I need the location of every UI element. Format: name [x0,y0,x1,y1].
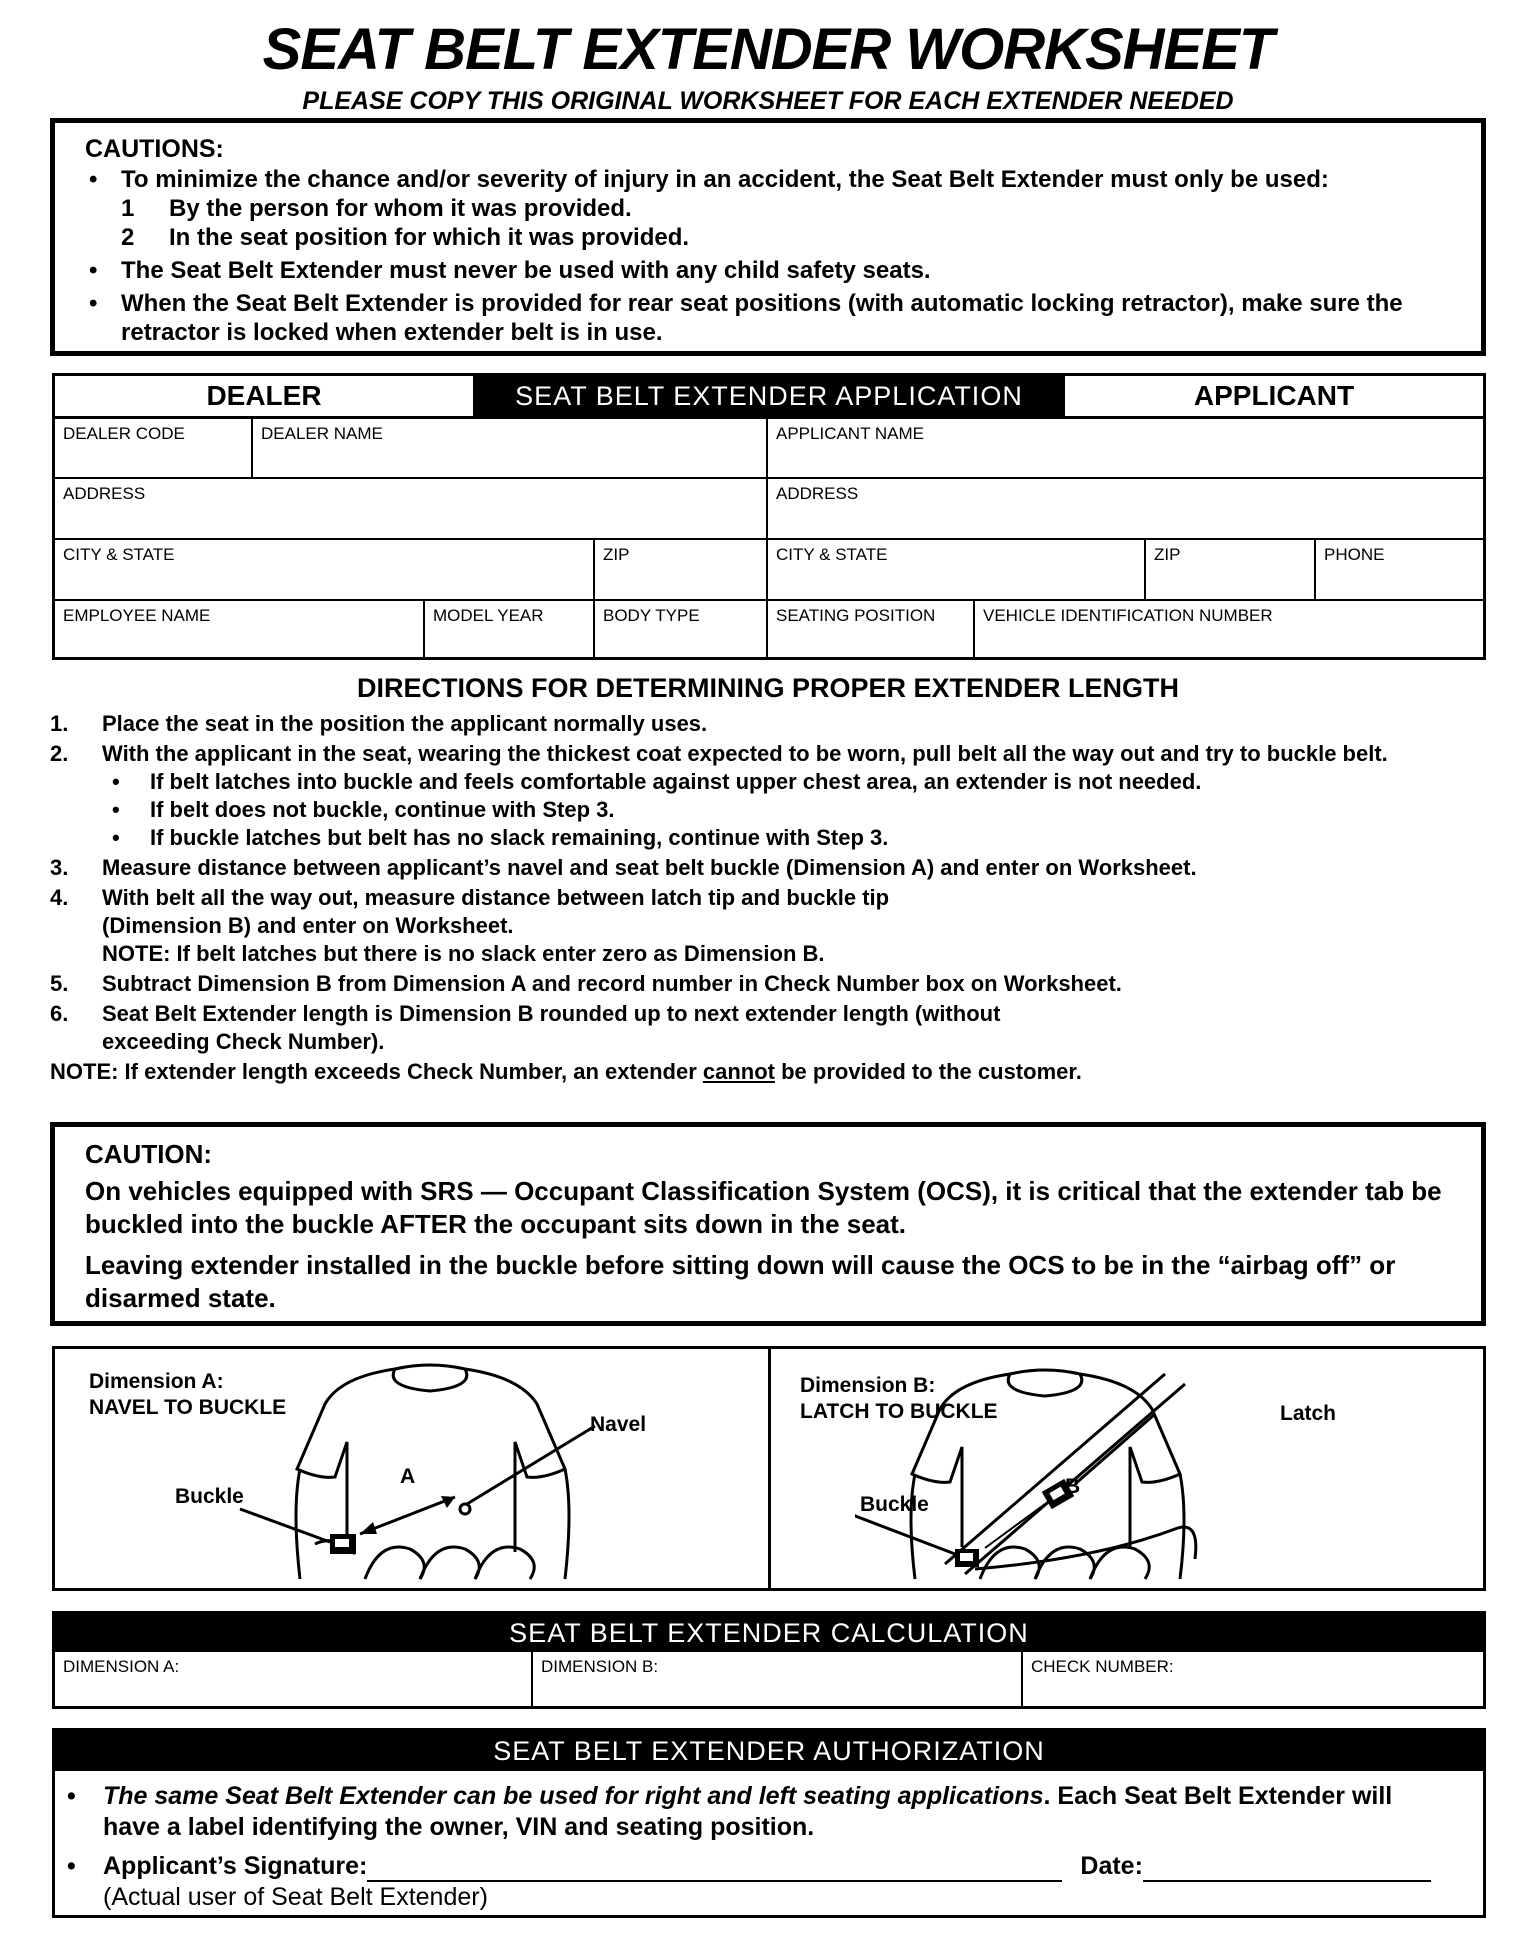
dimension-b-title: Dimension B: [800,1374,936,1397]
caution-subitem [85,194,1451,223]
navel-to-buckle-illustration [155,1354,715,1589]
authorization-text: . Each Seat Belt Extender will have a label identifying the owner, VIN and seating position. [103,1782,1393,1841]
step-text: With the applicant in the seat, wearing the thickest coat expected to be worn, pull belt all the way out and try to buckle belt. [102,741,1388,766]
dealer-code-field[interactable]: DEALER CODE [55,419,253,479]
applicant-zip-field[interactable]: ZIP [1146,540,1316,601]
check-number-field[interactable]: CHECK NUMBER: [1031,1657,1174,1676]
applicant-address-field[interactable]: ADDRESS [768,479,1483,540]
caution-text: When the Seat Belt Extender is provided for rear seat positions (with automatic locking retractor), make sure the retractor is locked when extender belt is in use. [121,290,1403,346]
caution-bullet: • The Seat Belt Extender must never be used with any child safety seats. [89,257,931,284]
vin-field[interactable]: VEHICLE IDENTIFICATION NUMBER [983,606,1273,625]
dealer-zip-field[interactable]: ZIP [595,540,768,601]
step-number: 1. [50,711,69,736]
step-text: Subtract Dimension B from Dimension A and record number in Check Number box on Worksheet. [102,971,1122,996]
cautions-heading: CAUTIONS: [85,135,224,163]
direction-substep: • If belt latches into buckle and feels comfortable against upper chest area, an extender is not needed. [112,769,1202,794]
authorization-bullet: • The same Seat Belt Extender can be used for right and left seating applications. Each Seat Belt Extender will have a label identifying the owner, VIN and seating position. [67,1782,1393,1841]
directions-list [50,710,1490,1086]
application-header [55,376,1483,419]
signature-note: (Actual user of Seat Belt Extender) [103,1883,488,1911]
ocs-caution-text: Leaving extender installed in the buckle before sitting down will cause the OCS to be in the “airbag off” or disarmed state. [85,1250,1396,1313]
latch-to-buckle-illustration [855,1354,1315,1589]
step-text: Seat Belt Extender length is Dimension B rounded up to next extender length (without exceeding Check Number). [102,1001,1001,1054]
step-number: 5. [50,971,69,996]
body-type-field[interactable]: BODY TYPE [595,601,768,657]
subitem-text: In the seat position for which it was provided. [169,224,690,251]
dimension-a-letter: A [400,1465,416,1488]
substep-text: If belt latches into buckle and feels comfortable against upper chest area, an extender is not needed. [150,769,1202,794]
caution-bullet: • When the Seat Belt Extender is provided for rear seat positions (with automatic locking retractor), make sure the retractor is locked when extender belt is in use. [89,290,1403,346]
application-title: SEAT BELT EXTENDER APPLICATION [473,376,1065,416]
direction-step [50,740,1490,768]
step-text: Measure distance between applicant’s navel and seat belt buckle (Dimension A) and enter on Worksheet. [102,855,1197,880]
step-text: Place the seat in the position the applicant normally uses. [102,711,708,736]
model-year-field[interactable]: MODEL YEAR [425,601,595,657]
caution-text: The Seat Belt Extender must never be used with any child safety seats. [121,257,931,284]
employee-name-field[interactable]: EMPLOYEE NAME [55,601,425,657]
dimension-a-title: Dimension A: [89,1370,224,1393]
latch-callout: Latch [1280,1402,1337,1425]
signature-input[interactable] [367,1852,1062,1882]
dimension-b-subtitle: LATCH TO BUCKLE [800,1400,998,1423]
authorization-italic-text: The same Seat Belt Extender can be used for right and left seating applications [103,1782,1044,1810]
directions-title: DIRECTIONS FOR DETERMINING PROPER EXTENDER LENGTH [356,673,1180,703]
signature-label: Applicant’s Signature: [103,1852,368,1880]
application-form [52,373,1486,660]
note-text: NOTE: If extender length exceeds Check Number, an extender [50,1059,703,1084]
subitem-number: 1 [121,195,135,222]
phone-field[interactable]: PHONE [1316,540,1483,601]
dimension-illustrations [52,1346,1486,1591]
direction-note [50,940,1490,968]
note-emphasis: cannot [702,1059,775,1084]
direction-substep: • If buckle latches but belt has no slack remaining, continue with Step 3. [112,825,889,850]
applicant-header: APPLICANT [1193,380,1355,411]
seating-position-field[interactable]: SEATING POSITION [768,601,975,657]
applicant-name-field[interactable]: APPLICANT NAME [768,419,1483,479]
divider [768,1349,771,1588]
dimension-a-subtitle: NAVEL TO BUCKLE [89,1396,287,1419]
ocs-caution-text: On vehicles equipped with SRS — Occupant Classification System (OCS), it is critical that the extender tab be buckled into the buckle AFTER the occupant sits down in the seat. [85,1176,1442,1239]
buckle-callout-a: Buckle [175,1485,244,1508]
dealer-address-field[interactable]: ADDRESS [55,479,768,540]
authorization-section [52,1728,1486,1918]
step-number: 6. [50,1001,69,1026]
step-number: 2. [50,741,69,766]
direction-step [50,854,1490,882]
note-text: be provided to the customer. [775,1059,1082,1084]
direction-step [50,884,1490,940]
caution-text: To minimize the chance and/or severity of injury in an accident, the Seat Belt Extender must only be used: [121,166,1329,193]
direction-step [50,710,1490,738]
signature-line: • Applicant’s Signature: Date: [55,1851,1455,1882]
step-text: With belt all the way out, measure distance between latch tip and buckle tip (Dimension B) and enter on Worksheet. [102,885,890,938]
step-number: 4. [50,885,69,910]
authorization-title: SEAT BELT EXTENDER AUTHORIZATION [55,1731,1483,1771]
note-text: NOTE: If belt latches but there is no slack enter zero as Dimension B. [102,941,825,966]
date-label: Date: [1080,1852,1143,1880]
caution-subitem [85,223,1451,252]
direction-final-note [50,1058,1490,1086]
calculation-title: SEAT BELT EXTENDER CALCULATION [55,1614,1483,1652]
buckle-callout-b: Buckle [860,1493,929,1516]
cautions-box [50,118,1486,356]
dimension-b-field[interactable]: DIMENSION B: [533,1652,1023,1706]
step-number: 3. [50,855,69,880]
caution-bullet: • To minimize the chance and/or severity of injury in an accident, the Seat Belt Extender must only be used: [89,166,1329,193]
direction-substep: • If belt does not buckle, continue with Step 3. [112,797,615,822]
page-title: SEAT BELT EXTENDER WORKSHEET [262,17,1274,82]
dealer-city-state-field[interactable]: CITY & STATE [55,540,595,601]
dimension-b-letter: B [1065,1475,1081,1498]
substep-text: If belt does not buckle, continue with Step 3. [150,797,615,822]
calculation-section [52,1611,1486,1709]
ocs-caution-heading: CAUTION: [85,1139,213,1169]
page-subtitle: PLEASE COPY THIS ORIGINAL WORKSHEET FOR EACH EXTENDER NEEDED [302,87,1234,115]
applicant-city-state-field[interactable]: CITY & STATE [768,540,1146,601]
ocs-caution-box [50,1122,1486,1326]
direction-step [50,1000,1490,1056]
substep-text: If buckle latches but belt has no slack remaining, continue with Step 3. [150,825,889,850]
subitem-number: 2 [121,224,135,251]
direction-step [50,970,1490,998]
authorization-body [55,1781,1455,1913]
dealer-header: DEALER [206,380,322,411]
dealer-name-field[interactable]: DEALER NAME [253,419,768,479]
date-input[interactable] [1143,1852,1431,1882]
navel-callout: Navel [590,1413,647,1436]
dimension-a-field[interactable]: DIMENSION A: [55,1652,533,1706]
subitem-text: By the person for whom it was provided. [169,195,632,222]
